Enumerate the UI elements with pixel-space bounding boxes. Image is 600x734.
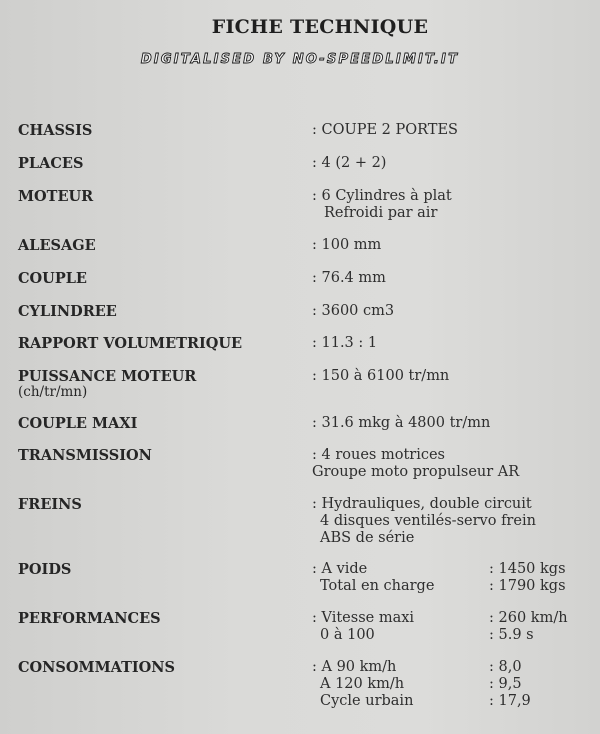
page-title: FICHE TECHNIQUE [211,16,429,38]
spec-label: POIDS [18,561,72,578]
spec-value-line: 0 à 100 [320,627,375,643]
spec-label-unit: (ch/tr/mn) [18,384,88,400]
spec-value-secondary [489,659,594,710]
spec-value-secondary [489,561,594,595]
spec-value-line: : COUPE 2 PORTES [312,122,458,138]
spec-value [312,155,592,172]
spec-value [312,415,592,432]
spec-value-line: : 1790 kgs [489,578,566,594]
spec-value [312,270,592,287]
spec-value-line: : 17,9 [489,693,531,709]
spec-label: CYLINDREE [18,303,117,320]
spec-label: CONSOMMATIONS [18,659,176,676]
spec-label [18,368,298,400]
spec-value [312,447,592,481]
spec-label: TRANSMISSION [18,447,152,464]
spec-label: FREINS [18,496,82,513]
spec-label: PERFORMANCES [18,610,161,627]
spec-label: CHASSIS [18,122,93,139]
spec-label: ALESAGE [18,237,96,254]
spec-value [312,188,592,222]
spec-label-text: PUISSANCE MOTEUR [18,368,197,385]
spec-value-line: Total en charge [320,578,435,594]
spec-value-line: : 5.9 s [489,627,534,643]
spec-value-line: : 9,5 [489,676,522,692]
spec-value-line: 4 disques ventilés-servo frein [320,513,536,529]
spec-value [312,368,592,385]
spec-value-line: : 150 à 6100 tr/mn [312,368,450,384]
spec-value-line: : A 90 km/h [312,659,397,675]
spec-value-line: : A vide [312,561,368,577]
spec-label: MOTEUR [18,188,94,205]
spec-value-line: : 31.6 mkg à 4800 tr/mn [312,415,491,431]
spec-value-line: : 4 roues motrices [312,447,445,463]
spec-value [312,496,592,547]
spec-value-secondary [489,610,594,644]
spec-value-line: Refroidi par air [324,205,438,221]
spec-value-line: Groupe moto propulseur AR [312,464,520,480]
spec-value [312,335,592,352]
spec-value [312,237,592,254]
watermark-text: DIGITALISED BY NO-SPEEDLIMIT.IT [140,52,460,67]
spec-value-line: : Hydrauliques, double circuit [312,496,532,512]
spec-value-line: : 3600 cm3 [312,303,395,319]
spec-value-line: : Vitesse maxi [312,610,415,626]
spec-value [312,122,592,139]
spec-label: COUPLE [18,270,87,287]
spec-value-line: : 100 mm [312,237,382,253]
spec-value-line: ABS de série [320,530,415,546]
spec-value-line: : 1450 kgs [489,561,566,577]
spec-label: COUPLE MAXI [18,415,138,432]
spec-value [312,303,592,320]
spec-value-line: : 8,0 [489,659,522,675]
spec-value-line: : 76.4 mm [312,270,386,286]
spec-value-line: : 11.3 : 1 [312,335,378,351]
spec-value-line: : 6 Cylindres à plat [312,188,452,204]
spec-value-line: : 4 (2 + 2) [312,155,387,171]
spec-value-line: : 260 km/h [489,610,568,626]
spec-value-line: A 120 km/h [320,676,405,692]
spec-value-line: Cycle urbain [320,693,414,709]
spec-label: PLACES [18,155,84,172]
spec-label: RAPPORT VOLUMETRIQUE [18,335,243,352]
